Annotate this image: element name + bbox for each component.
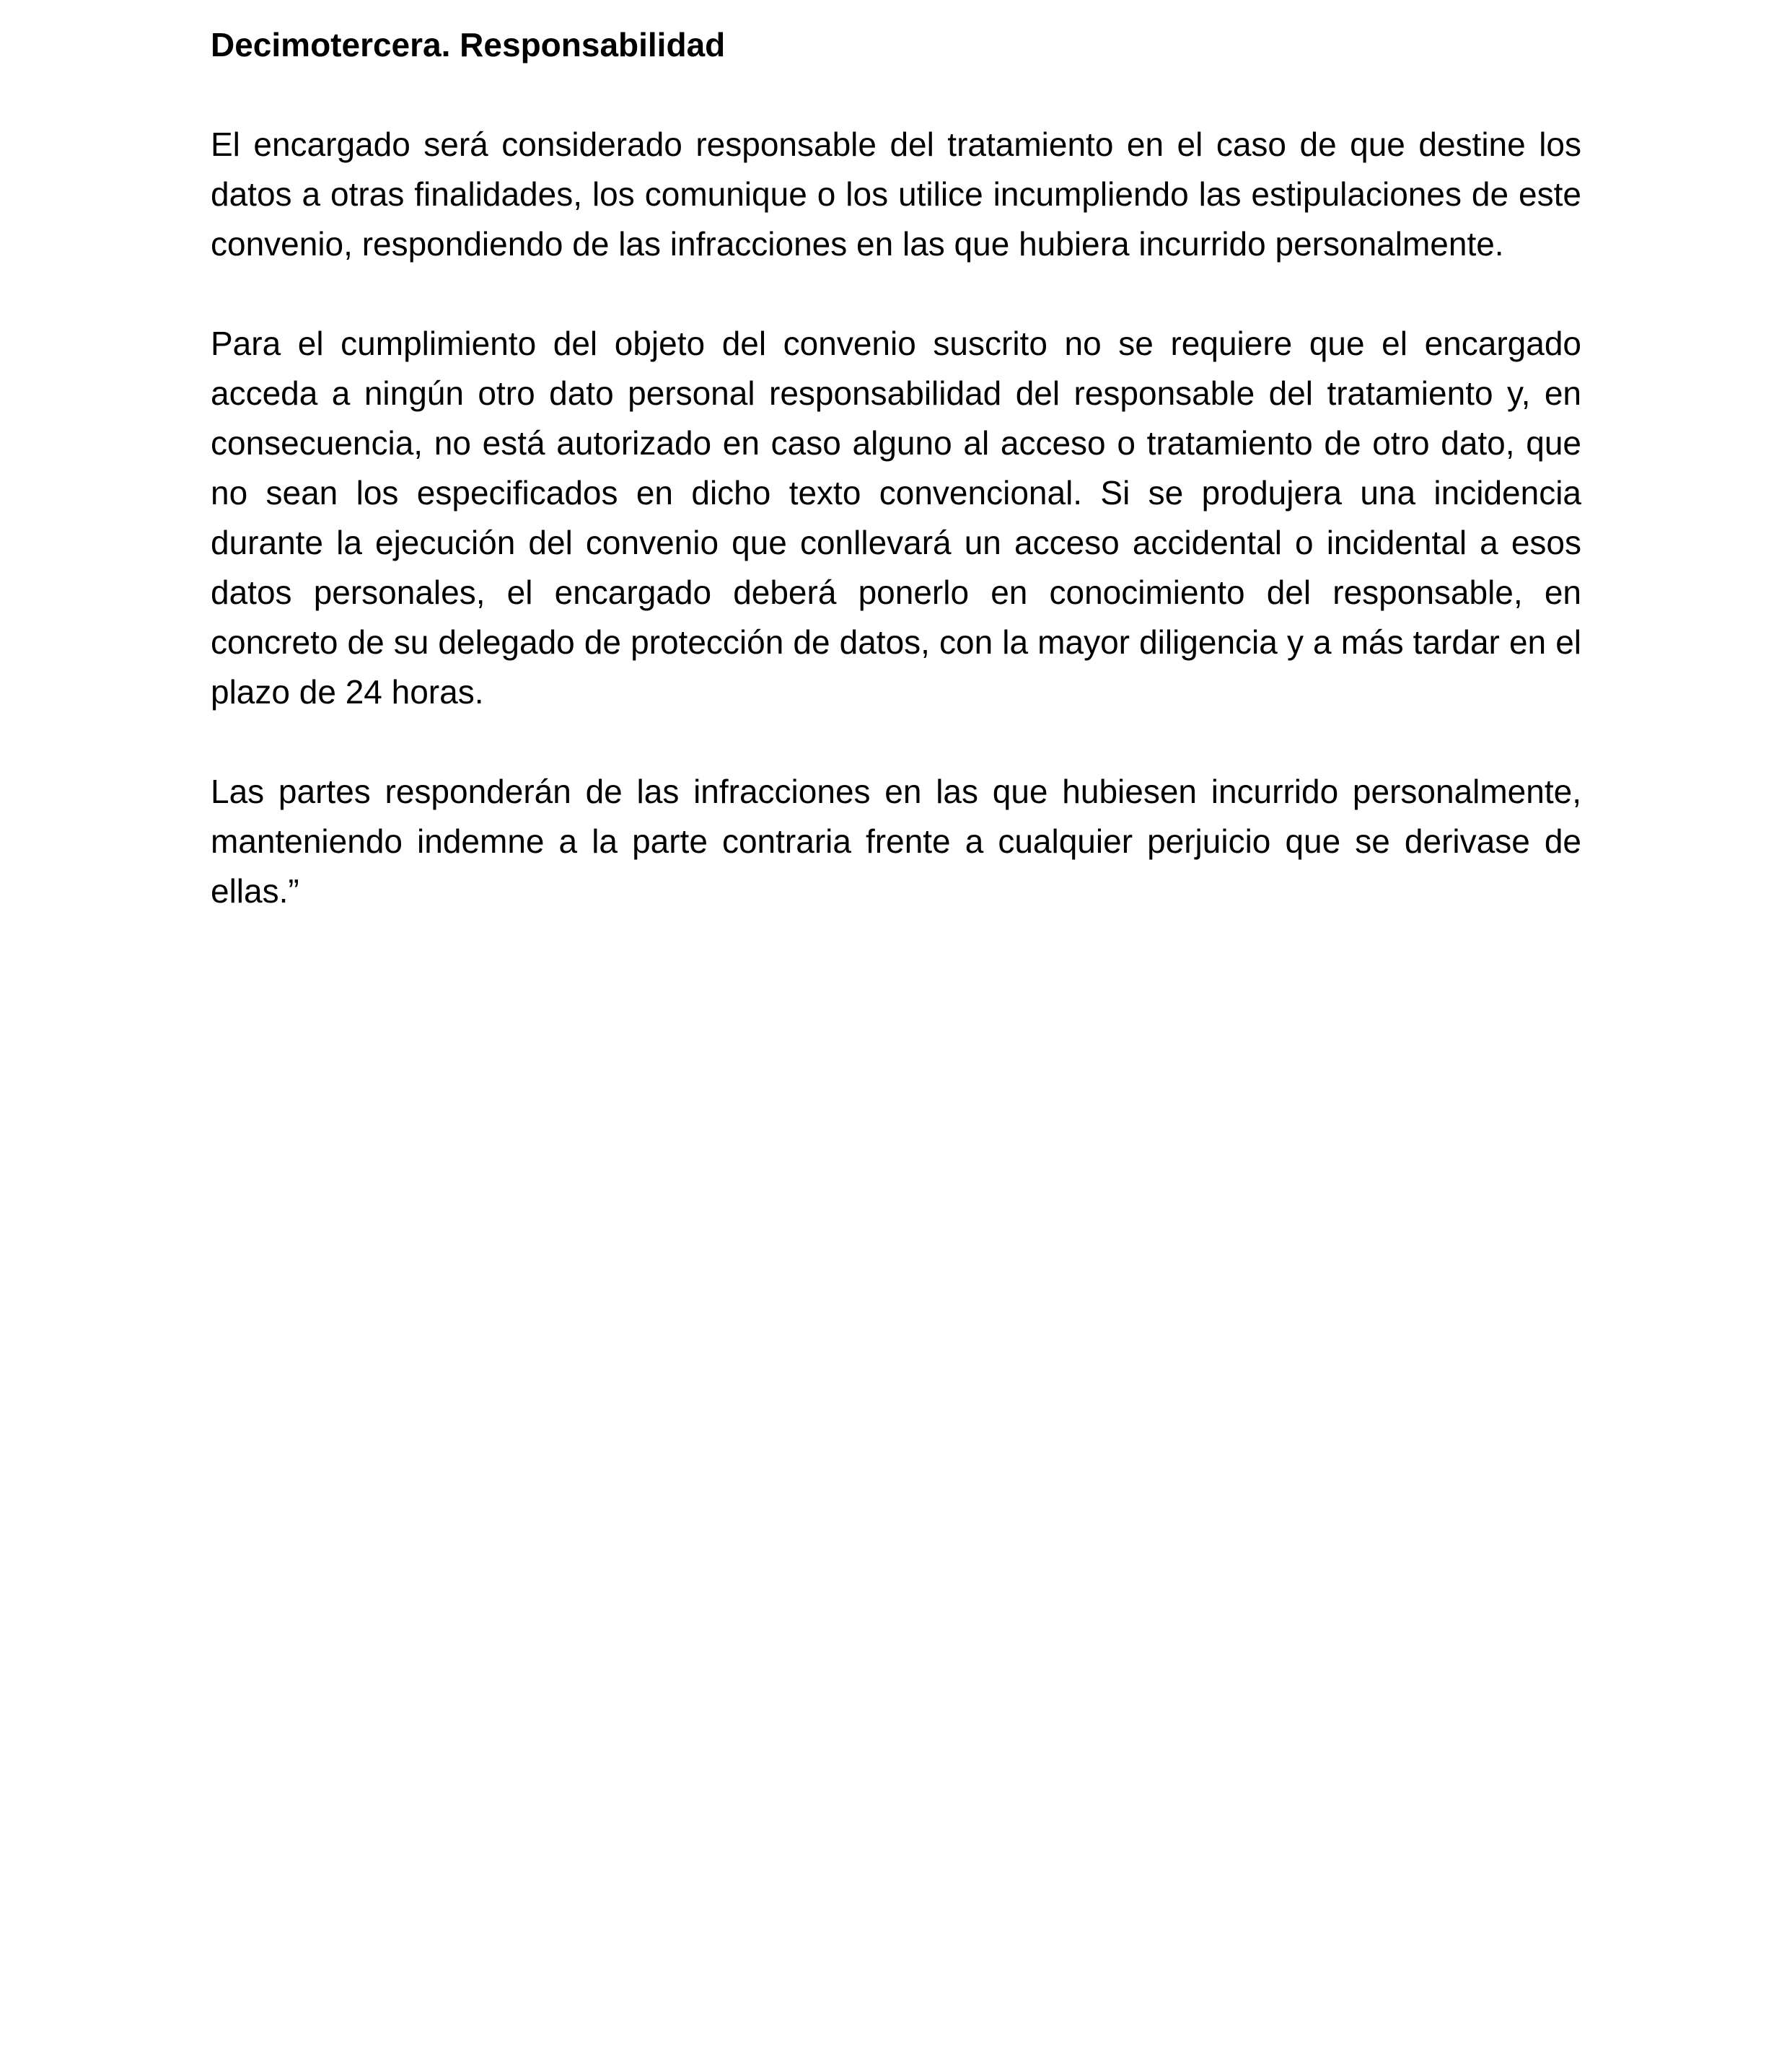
- section-heading: Decimotercera. Responsabilidad: [211, 26, 726, 63]
- paragraph: Las partes responderán de las infracciones en las que hubiesen incurrido personalmente, manteniendo indemne a la parte contraria frente a cualquier perjuicio que se derivase de ellas.”: [211, 773, 1581, 910]
- paragraph: Para el cumplimiento del objeto del convenio suscrito no se requiere que el encargado acceda a ningún otro dato personal responsabilidad del responsable del tratamiento y, en consecuencia, no está autorizado en caso alguno al acceso o tratamiento de otro dato, que no sean los especificados en dicho texto convencional. Si se produjera una incidencia durante la ejecución del convenio que conllevará un acceso accidental o incidental a esos datos personales, el encargado deberá ponerlo en conocimiento del responsable, en concreto de su delegado de protección de datos, con la mayor diligencia y a más tardar en el plazo de 24 horas.: [211, 325, 1581, 711]
- paragraph: El encargado será considerado responsable del tratamiento en el caso de que destine los datos a otras finalidades, los comunique o los utilice incumpliendo las estipulaciones de este convenio, respondiendo de las infracciones en las que hubiera incurrido personalmente.: [211, 126, 1581, 263]
